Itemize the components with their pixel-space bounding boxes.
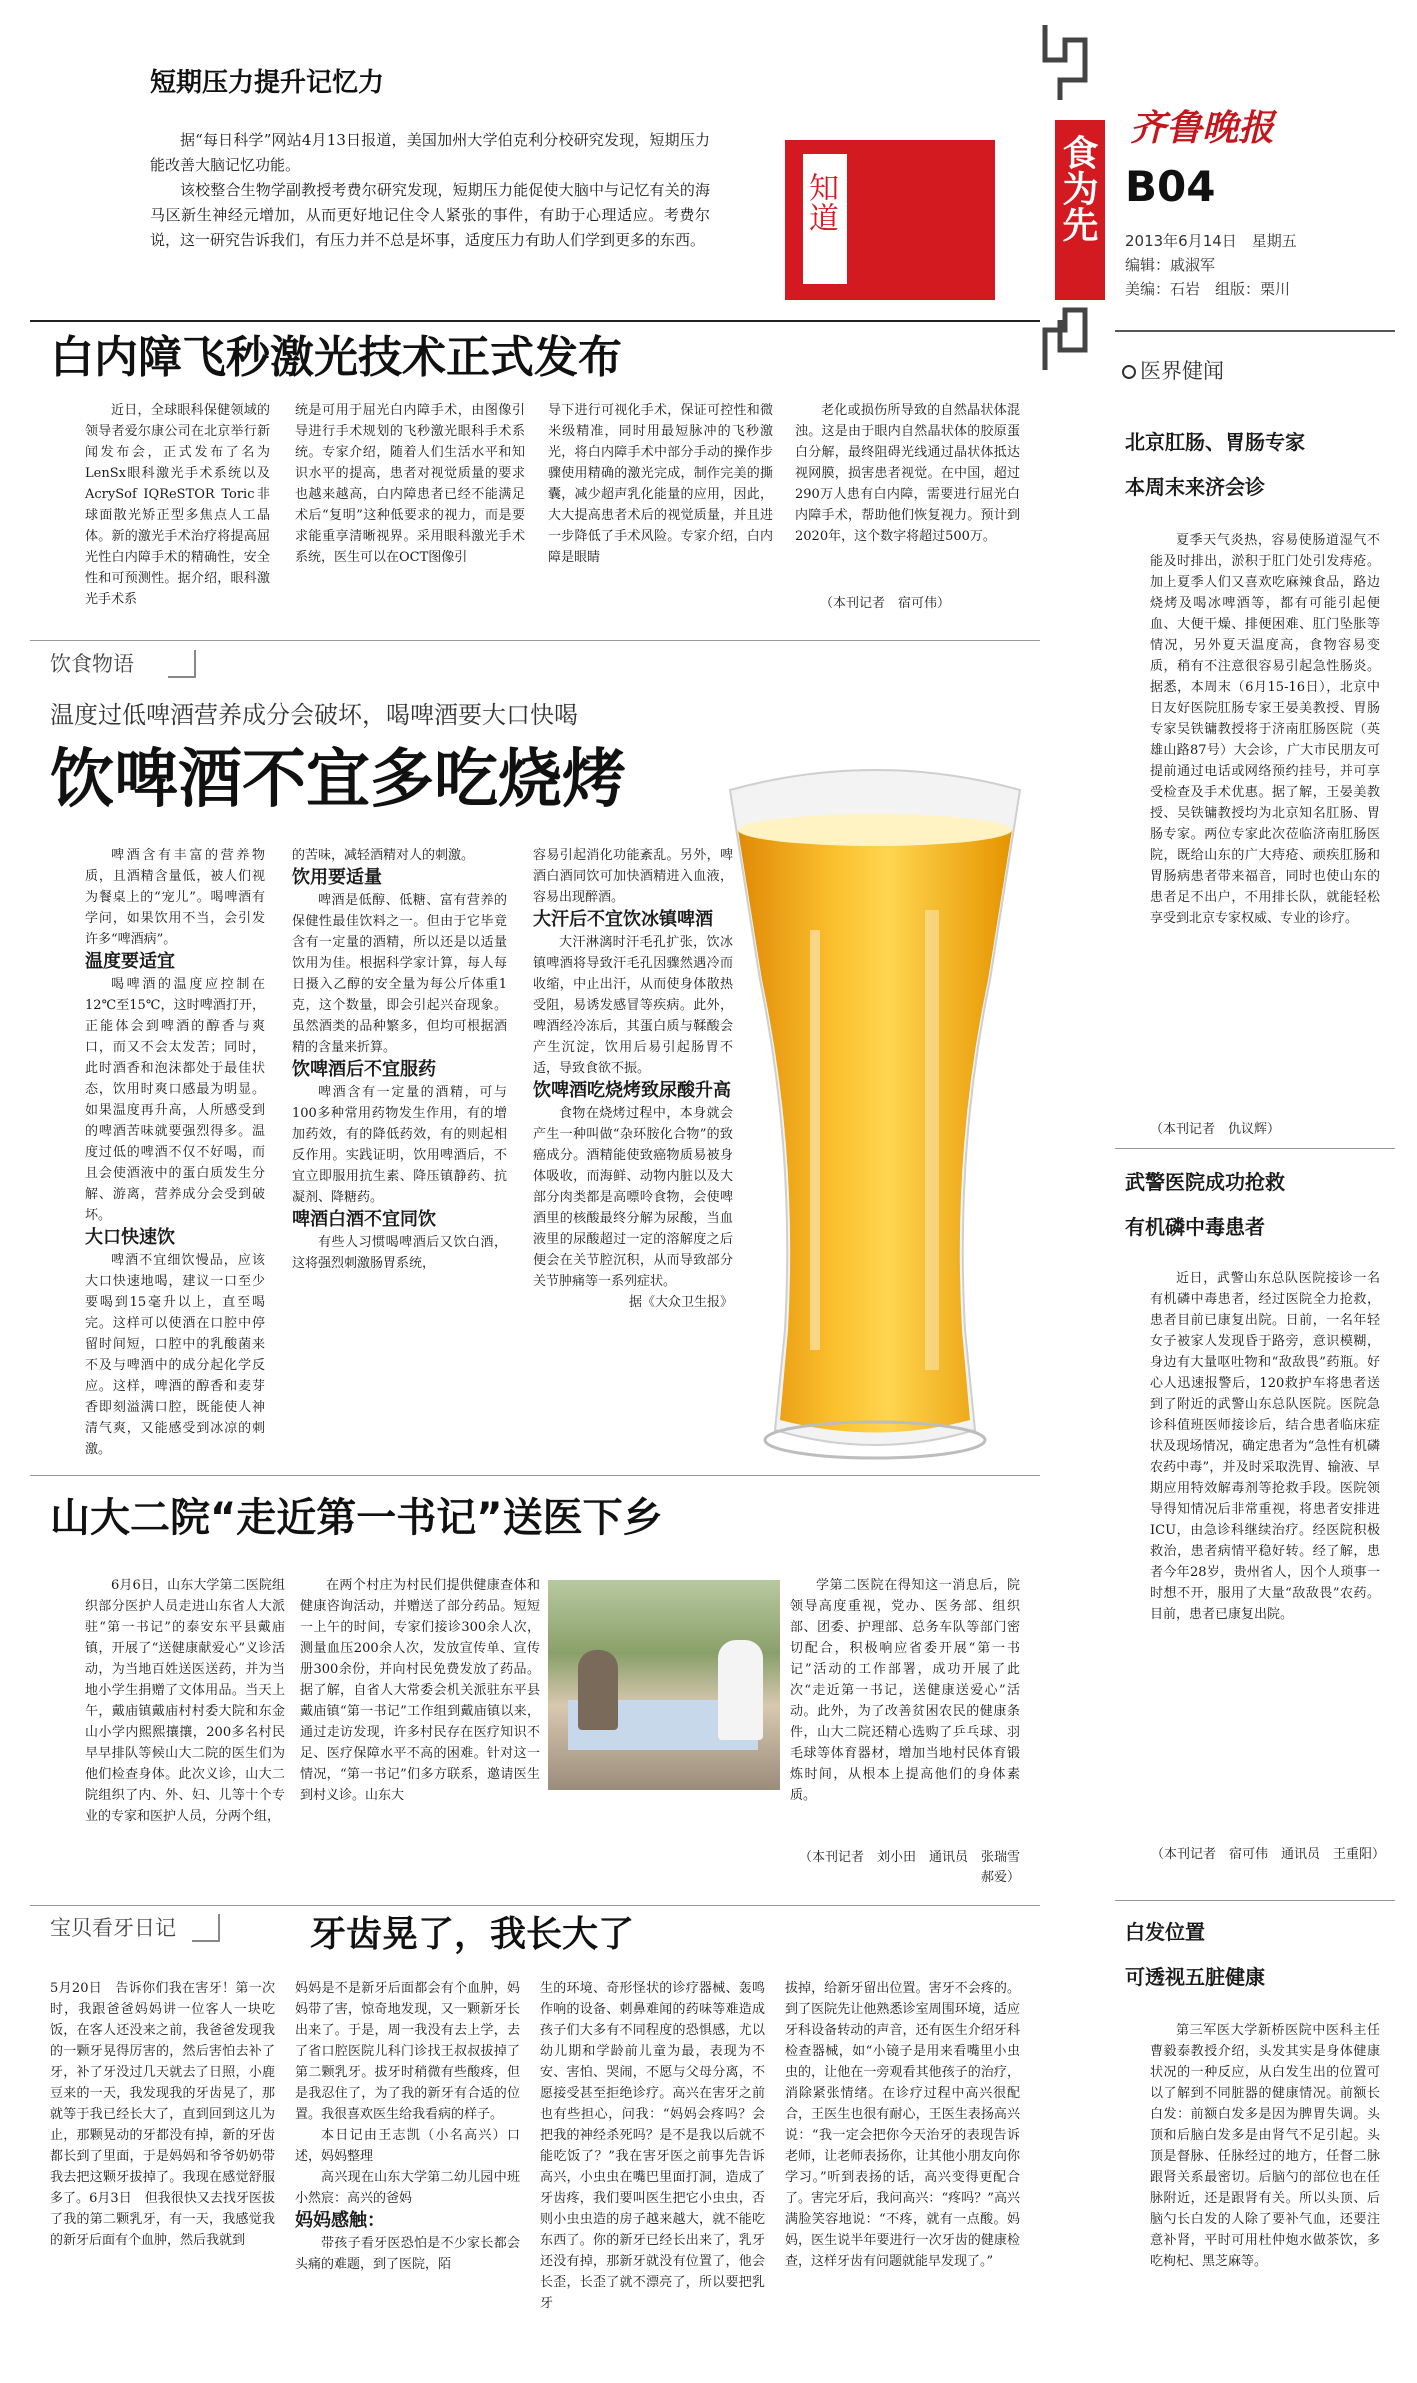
teeth-col: 生的环境、奇形怪状的诊疗器械、轰鸣作响的设备、刺鼻难闻的药味等难造成孩子们大多有不同程度的恐惧感，尤以幼儿期和学龄前儿童为最，表现为不安、害怕、哭闹，不愿与父母分离，不愿接受甚至拒绝诊疗。高兴在害牙之前也有些担心，问我：“妈妈会疼吗？会把我的神经杀死吗？是不是我以后就不能吃饭了？”我在害牙医之前事先告诉高兴，小虫虫在嘴巴里面打洞，造成了牙齿疼，我们要叫医生把它小虫虫，否则小虫虫造的房子越来越大，就不能吃东西了。你的新牙已经长出来了，乳牙还没有掉，那新牙就没有位置了，他会长歪，长歪了就不漂亮了，所以要把乳牙 (540, 1981, 765, 2311)
sidebar-byline: （本刊记者 宿可伟 通讯员 王重阳） (1150, 1847, 1385, 1862)
cataract-byline: （本刊记者 宿可伟） (820, 596, 951, 611)
beer-glass-icon (690, 730, 1060, 1480)
sidebar-paragraph: 近日，武警山东总队医院接诊一名有机磷中毒患者，经过医院全力抢救，患者目前已康复出院。日前，一名年轻女子被家人发现昏于路旁，意识模糊，身边有大量呕吐物和“敌敌畏”药瓶。好心人迅速报警后，120救护车将患者送到了附近的武警山东总队医院。医院急诊科值班医师接诊后，结合患者临床症状及现场情况，确定患者为“急性有机磷农药中毒”，并及时采取洗胃、输液、早期应用特效解毒剂等抢救手段。医院领导得知情况后非常重视，将患者安排进ICU，由急诊科继续治疗。经医院积极救治，患者病情平稳好转。经了解，患者今年28岁，贵州省人，因个人琐事一时想不开，服用了大量“敌敌畏”农药。目前，患者已康复出院。 (1150, 1271, 1380, 1622)
cataract-col: 老化或损伤所导致的自然晶状体混浊。这是由于眼内自然晶状体的胶原蛋白分解，最终阻碍光线通过晶状体抵达视网膜，损害患者视觉。在中国，超过290万人患有白内障，需要进行屈光白内障手术，帮助他们恢复视力。预计到2020年，这个数字将超过500万。 (795, 403, 1020, 544)
beer-title: 饮啤酒不宜多吃烧烤 (50, 743, 626, 817)
shanda-col: 在两个村庄为村民们提供健康查体和健康咨询活动，并赠送了部分药品。短短一上午的时间，专家们接诊300余人次，测量血压200余人次，发放宣传单、宣传册300余份，并向村民免费发放了药品。据了解，自省人大常委会机关派驻东平县戴庙镇“第一书记”工作组到戴庙镇以来，通过走访发现，许多村民存在医疗知识不足、医疗保障水平不高的困难。针对这一情况，“第一书记”们多方联系，邀请医生到村义诊。山东大 (300, 1578, 540, 1803)
beer-subtitle: 温度过低啤酒营养成分会破坏，喝啤酒要大口快喝 (50, 701, 578, 729)
beer-paragraph: 啤酒含有一定量的酒精，可与100多种常用药物发生作用，有的增加药效，有的降低药效，有的则起相反作用。实践证明，饮用啤酒后，不宜立即服用抗生素、降压镇静药、抗凝剂、降糖药。 (292, 1085, 507, 1205)
sidebar-item-title: 可透视五脏健康 (1125, 1965, 1265, 1989)
sidebar-section-tag (1122, 355, 1224, 385)
section-banner-label: 食为先 (1057, 134, 1098, 242)
designer-credit: 美编：石岩 组版：栗川 (1125, 280, 1291, 298)
beer-source: 据《大众卫生报》 (628, 1295, 733, 1310)
shanda-photo-figure (718, 1640, 763, 1740)
sidebar-item-title: 武警医院成功抢救 (1125, 1170, 1285, 1194)
teeth-note: 本日记由王志凯（小名高兴）口述，妈妈整理 (295, 2128, 520, 2164)
knowledge-badge-label: 知道 (803, 172, 838, 232)
divider (1115, 1900, 1395, 1901)
teeth-col: 5月20日 告诉你们我在害牙！第一次时，我跟爸爸妈妈讲一位客人一块吃饭，在客人还没来之前，我爸爸发现我的一颗牙晃得厉害的，然后害怕去补了牙，补了牙没过几天就去了日照，小鹿豆来的一天，我发现我的牙齿晃了，那就等于我已经长大了，直到回到这儿为止，那颗晃动的牙都没有掉，新的牙齿都长到了里面，于是妈妈和爷爷奶奶带我去把这颗牙拔掉了。我现在感觉舒服多了。6月3日 但我很快又去找牙医拔了我的第二颗乳牙，有一天，我感觉我的新牙后面有个血肿，然后我就到 (50, 1981, 275, 2248)
beer-column-1 (85, 845, 265, 1457)
beer-paragraph: 食物在烧烤过程中，本身就会产生一种叫做“杂环胺化合物”的致癌成分。酒精能使致癌物质易被身体吸收，而海鲜、动物内脏以及大部分肉类都是高嘌呤食物，会使啤酒里的核酸最终分解为尿酸，当血液里的尿酸超过一定的溶解度之后便会在关节腔沉积，从而导致部分关节肿痛等一系列症状。 (533, 1106, 733, 1289)
teeth-subheading: 妈妈感触： (295, 2210, 385, 2231)
beer-intro: 啤酒含有丰富的营养物质，且酒精含量低，被人们视为餐桌上的“宠儿”。喝啤酒有学问，如果饮用不当，会引发许多“啤酒病”。 (85, 848, 265, 947)
teeth-title: 牙齿晃了，我长大了 (310, 1914, 635, 1955)
shanda-title: 山大二院“走近第一书记”送医下乡 (50, 1495, 663, 1541)
divider (30, 1905, 1040, 1906)
section-tag-baby-teeth: 宝贝看牙日记 (50, 1916, 176, 1940)
sidebar-section-label: 医界健闻 (1140, 359, 1224, 383)
beer-subheading: 大汗后不宜饮冰镇啤酒 (533, 909, 713, 930)
memory-title: 短期压力提升记忆力 (150, 68, 385, 98)
sidebar-paragraph: 第三军医大学新桥医院中医科主任曹毅泰教授介绍，头发其实是身体健康状况的一种反应，从白发生出的位置可以了解到不同脏器的健康情况。前额长白发：前额白发多是因为脾胃失调。头顶和后脑白发多是由肾气不足引起。头顶是督脉、任脉经过的地方，任督二脉跟肾关系最密切。后脑勺的部位也在任脉附近，还是跟肾有关。所以头顶、后脑勺长白发的人除了要补气血，还要注意补肾，平时可用杜仲炮水做茶饮，多吃枸杞、黑芝麻等。 (1150, 2023, 1380, 2269)
teeth-paragraph: 带孩子看牙医恐怕是不少家长都会头痛的难题，到了医院，陌 (295, 2236, 520, 2272)
memory-body (150, 128, 710, 253)
section-banner (1055, 120, 1105, 300)
divider (30, 1475, 1040, 1476)
knowledge-badge-inner (803, 154, 847, 284)
shanda-byline: （本刊记者 刘小田 通讯员 张瑞雪 郝爱） (798, 1850, 1034, 1885)
cataract-col: 统是可用于屈光白内障手术，由图像引导进行手术规划的飞秒激光眼科手术系统。专家介绍，随着人们生活水平和知识水平的提高，患者对视觉质量的要求也越来越高，白内障患者已经不能满足术后“复明”这种低要求的视力，而是要求能重享清晰视界。采用眼科激光手术系统，医生可以在OCT图像引 (295, 403, 525, 565)
paper-name: 齐鲁晚报 (1130, 107, 1275, 149)
divider (30, 320, 1040, 322)
sidebar-item-title: 有机磷中毒患者 (1125, 1215, 1265, 1239)
divider (30, 640, 1040, 641)
section-tag-diet: 饮食物语 (50, 652, 134, 676)
beer-paragraph: 的苦味，减轻酒精对人的刺激。 (292, 848, 475, 863)
divider (1115, 330, 1395, 332)
sidebar-item-body (1150, 2020, 1380, 2375)
corner-bracket-icon (168, 650, 196, 678)
beer-subheading: 大口快速饮 (85, 1227, 175, 1248)
editor-credit: 编辑：戚淑军 (1125, 256, 1216, 274)
circle-bullet-icon (1122, 365, 1136, 379)
teeth-col: 拔掉，给新牙留出位置。害牙不会疼的。到了医院先让他熟悉诊室周围环境，适应牙科设备转动的声音，还有医生介绍牙科检查器械，如“小镜子是用来看嘴里小虫虫的，让他在一旁观看其他孩子的治疗，消除紧张情绪。在诊疗过程中高兴很配合，王医生也很有耐心，王医生表扬高兴说：“我一定会把你今天治牙的表现告诉老师，让老师表扬你，让其他小朋友向你学习。”听到表扬的话，高兴变得更配合了。害完牙后，我问高兴：“疼吗？”高兴满脸笑容地说：“不疼，就有一点酸。妈妈，医生说半年要进行一次牙齿的健康检查，这样牙齿有问题就能早发现了。” (785, 1981, 1020, 2269)
beer-paragraph: 有些人习惯喝啤酒后又饮白酒，这将强烈刺激肠胃系统， (292, 1235, 507, 1271)
sidebar-item-title: 本周末来济会诊 (1125, 475, 1265, 499)
teeth-note: 高兴现在山东大学第二幼儿园中班 小然宸：高兴的爸妈 (295, 2170, 534, 2206)
sidebar-paragraph: 夏季天气炎热，容易使肠道湿气不能及时排出，淤积于肛门处引发痔疮。加上夏季人们又喜欢吃麻辣食品，路边烧烤及喝冰啤酒等，都有可能引起便血、大便干燥、排便困难、肛门坠胀等情况，另外夏天温度高，食物容易变质，稍有不注意很容易引起急性肠炎。据悉，本周末（6月15-16日），北京中日友好医院肛肠专家王晏美教授、胃肠专家吴铁镛教授将于济南肛肠医院（英雄山路87号）大会诊，广大市民朋友可提前通过电话或网络预约挂号，并可享受检查及手术优惠。据了解，王晏美教授、吴铁镛教授均为北京知名肛肠、胃肠专家。两位专家此次莅临济南肛肠医院，既给山东的广大痔疮、顽疾肛肠和胃肠病患者带来福音，同时也使山东的患者足不出户，不用排长队，就能轻松享受到北京专家权威、专业的诊疗。 (1150, 533, 1380, 926)
beer-paragraph: 喝啤酒的温度应控制在12℃至15℃，这时啤酒打开，正能体会到啤酒的醇香与爽口，而又不会太发苦；同时，此时酒香和泡沫都处于最佳状态，饮用时爽口感最为明显。如果温度再升高，人所感受到的啤酒苦味就要强烈得多。温度过低的啤酒不仅不好喝，而且会使酒液中的蛋白质发生分解、游离，营养成分会受到破坏。 (85, 977, 265, 1223)
sidebar-item-title: 北京肛肠、胃肠专家 (1125, 430, 1305, 454)
sidebar-item-body (1150, 530, 1380, 1115)
cataract-col: 导下进行可视化手术，保证可控性和微米级精准，同时用最短脉冲的飞秒激光，将白内障手术中部分手动的操作步骤使用精确的激光完成，制作完美的撕囊，减少超声乳化能量的应用，因此，大大提高患者术后的视觉质量，并且进一步降低了手术风险。专家介绍，白内障是眼睛 (548, 403, 773, 565)
knowledge-badge (785, 140, 995, 300)
beer-column-2 (292, 845, 507, 1445)
sidebar-item-body (1150, 1268, 1380, 1833)
sidebar-item-title: 白发位置 (1125, 1920, 1205, 1944)
memory-paragraph: 据“每日科学”网站4月13日报道，美国加州大学伯克利分校研究发现，短期压力能改善大脑记忆功能。 (150, 131, 710, 174)
divider (1115, 1148, 1395, 1149)
beer-subheading: 饮啤酒后不宜服药 (292, 1059, 436, 1080)
cataract-col: 近日，全球眼科保健领域的领导者爱尔康公司在北京举行新闻发布会，正式发布了名为LenSx眼科激光手术系统以及AcrySof IQReSTOR Toric非球面散光矫正型多焦点人工晶体。新的激光手术治疗将提高屈光性白内障手术的精确性，安全性和可预测性。据介绍，眼科激光手术系 (85, 403, 270, 607)
sidebar-byline: （本刊记者 仇议辉） (1150, 1122, 1281, 1137)
beer-paragraph: 容易引起消化功能紊乱。另外，啤酒白酒同饮可加快酒精进入血液，容易出现醉酒。 (533, 848, 733, 905)
teeth-paragraph: 妈妈是不是新牙后面都会有个血肿，妈妈带了害，惊奇地发现，又一颗新牙长出来了。于是，周一我没有去上学，去了省口腔医院儿科门诊找王叔叔拔掉了第二颗乳牙。拔牙时稍微有些酸疼，但是我忍住了，为了我的新牙有合适的位置。我很喜欢医生给我看病的样子。 (295, 1981, 520, 2122)
issue-date: 2013年6月14日 星期五 (1125, 232, 1297, 250)
beer-paragraph: 大汗淋漓时汗毛孔扩张，饮冰镇啤酒将导致汗毛孔因骤然遇冷而收缩，中止出汗，从而使身体散热受阻，易诱发感冒等疾病。此外，啤酒经冷冻后，其蛋白质与鞣酸会产生沉淀，饮用后易引起肠胃不适，导致食欲不振。 (533, 935, 733, 1076)
corner-bracket-icon (192, 1914, 220, 1942)
beer-subheading: 饮用要适量 (292, 867, 382, 888)
cataract-title: 白内障飞秒激光技术正式发布 (50, 332, 622, 383)
shanda-col: 学第二医院在得知这一消息后，院领导高度重视，党办、医务部、组织部、团委、护理部、总务车队等部门密切配合，积极响应省委开展“第一书记”活动的工作部署，成功开展了此次“走近第一书记，送健康送爱心”活动。此外，为了改善贫困农民的健康条件，山大二院还精心选购了乒乓球、羽毛球等体育器材，增加当地村民体育锻炼时间，从根本上提高他们的身体素质。 (790, 1578, 1020, 1803)
beer-subheading: 饮啤酒吃烧烤致尿酸升高 (533, 1080, 731, 1101)
beer-subheading: 啤酒白酒不宜同饮 (292, 1209, 436, 1230)
beer-paragraph: 啤酒不宜细饮慢品，应该大口快速地喝，建议一口至少要喝到15毫升以上，直至喝完。这样可以使酒在口腔中停留时间短，口腔中的乳酸菌来不及与啤酒中的成分起化学反应。这样，啤酒的醇香和麦芽香即刻溢满口腔，既能使人神清气爽，又能感受到冰凉的刺激。 (85, 1253, 265, 1457)
shanda-col: 6月6日，山东大学第二医院组织部分医护人员走进山东省人大派驻“第一书记”的泰安东平县戴庙镇，开展了“送健康献爱心”义诊活动，为当地百姓送医送药，并为当地小学生捐赠了文体用品。当天上午，戴庙镇戴庙村村委大院和东金山小学内熙熙攘攘，200多名村民早早排队等候山大二院的医生们为他们检查身体。此次义诊，山大二院组织了内、外、妇、儿等十个专业的专家和医护人员，分两个组， (85, 1578, 285, 1824)
page-number: B04 (1125, 162, 1216, 211)
teeth-col-2 (295, 1978, 534, 2373)
memory-paragraph: 该校整合生物学副教授考费尔研究发现，短期压力能促使大脑中与记忆有关的海马区新生神经元增加，从而更好地记住令人紧张的事件，有助于心理适应。考费尔说，这一研究告诉我们，有压力并不总是坏事，适度压力有助人们学到更多的东西。 (150, 181, 710, 249)
beer-paragraph: 啤酒是低醇、低糖、富有营养的保健性最佳饮料之一。但由于它毕竟含有一定量的酒精，所以还是以适量饮用为佳。根据科学家计算，每人每日摄入乙醇的安全量为每公斤体重1克，这个数量，即会引起兴奋现象。虽然酒类的品种繁多，但均可根据酒精的含量来折算。 (292, 893, 507, 1055)
beer-subheading: 温度要适宜 (85, 951, 175, 972)
shanda-photo (548, 1580, 780, 1790)
shanda-photo-figure (578, 1650, 618, 1730)
